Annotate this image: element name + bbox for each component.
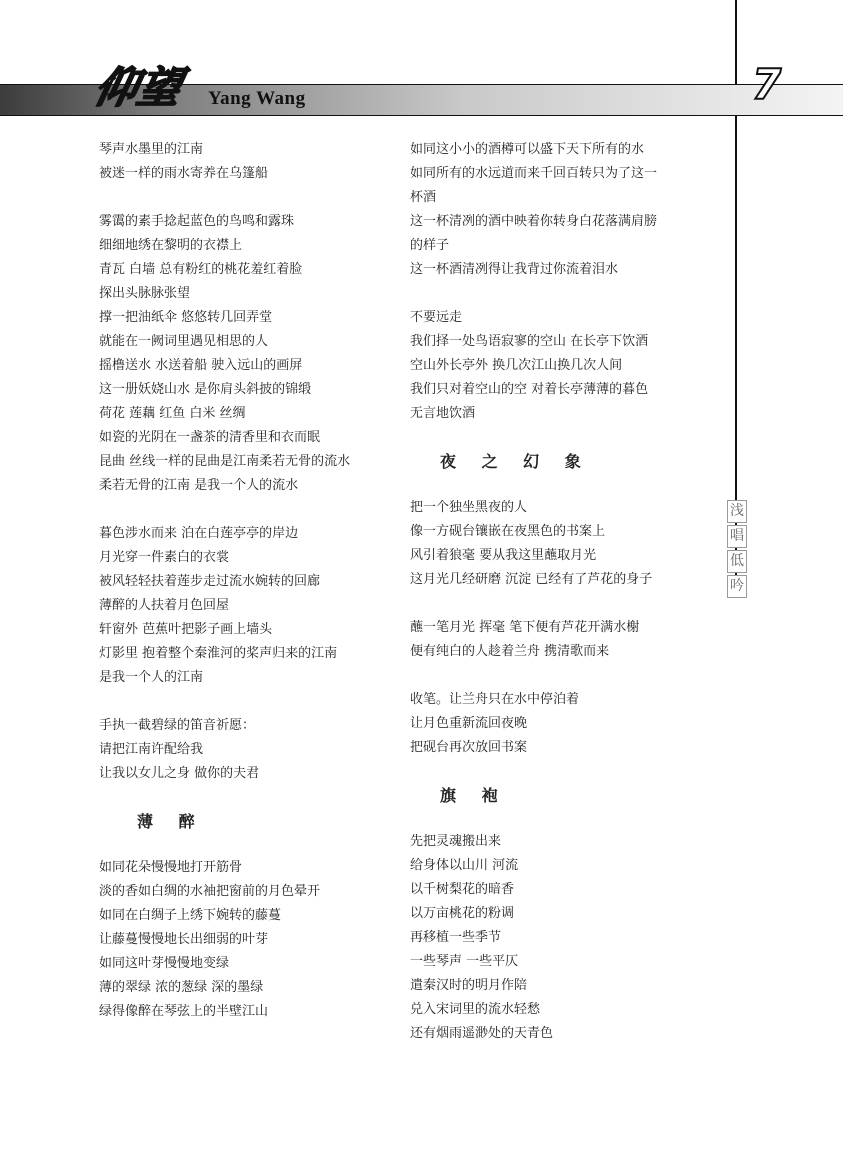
poem-line: 不要远走 xyxy=(410,310,463,325)
poem-line: 蘸一笔月光 挥毫 笔下便有芦花开满水榭 xyxy=(410,620,640,635)
poem-line: 我们只对着空山的空 对着长亭薄薄的暮色 xyxy=(410,382,649,397)
poem-line: 把砚台再次放回书案 xyxy=(410,740,528,755)
poem-line: 暮色涉水而来 泊在白莲亭亭的岸边 xyxy=(99,526,299,541)
poem-line: 如同花朵慢慢地打开筋骨 xyxy=(99,860,243,875)
poem-line: 这月光几经研磨 沉淀 已经有了芦花的身子 xyxy=(410,572,653,587)
poem-title: 旗 袍 xyxy=(440,786,508,805)
stanza xyxy=(99,522,399,690)
poem-line: 如同这叶芽慢慢地变绿 xyxy=(99,956,230,971)
poem-line: 就能在一阙词里遇见相思的人 xyxy=(99,334,269,349)
poem-line: 被风轻轻扶着莲步走过流水婉转的回廊 xyxy=(99,574,321,589)
right-column xyxy=(410,138,730,1070)
poem-line: 这一杯酒清冽得让我背过你流着泪水 xyxy=(410,262,619,277)
poem-line: 轩窗外 芭蕉叶把影子画上墙头 xyxy=(99,622,273,637)
poem-line: 薄的翠绿 浓的葱绿 深的墨绿 xyxy=(99,980,264,995)
poem-line: 我们择一处鸟语寂寥的空山 在长亭下饮酒 xyxy=(410,334,649,349)
poem-line: 雾霭的素手捻起蓝色的鸟鸣和露珠 xyxy=(99,214,295,229)
stanza xyxy=(410,306,730,426)
poem-line: 灯影里 抱着整个秦淮河的桨声归来的江南 xyxy=(99,646,338,661)
page-number: 7 xyxy=(752,60,782,109)
poem-line: 被迷一样的雨水寄养在乌篷船 xyxy=(99,166,269,181)
poem-line: 空山外长亭外 换几次江山换几次人间 xyxy=(410,358,623,373)
poem-line: 无言地饮酒 xyxy=(410,406,476,421)
poem-title: 夜 之 幻 象 xyxy=(440,452,591,471)
stanza xyxy=(410,688,730,760)
poem-line: 如同这小小的酒樽可以盛下天下所有的水 xyxy=(410,142,645,157)
poem-line: 是我一个人的江南 xyxy=(99,670,204,685)
stanza xyxy=(99,856,399,1024)
poem-line: 再移植一些季节 xyxy=(410,930,502,945)
poem-line: 兑入宋词里的流水轻愁 xyxy=(410,1002,541,1017)
stanza xyxy=(99,138,399,186)
poem-line: 把一个独坐黑夜的人 xyxy=(410,500,528,515)
stanza xyxy=(99,714,399,786)
poem xyxy=(410,138,730,426)
poem-line: 细细地绣在黎明的衣襟上 xyxy=(99,238,243,253)
poem-line: 这一册妖娆山水 是你肩头斜披的锦缎 xyxy=(99,382,312,397)
stanza xyxy=(410,830,730,1046)
poem-line: 撑一把油纸伞 悠悠转几回弄堂 xyxy=(99,310,273,325)
poem-line: 这一杯清冽的酒中映着你转身白花落满肩膀 xyxy=(410,214,658,229)
poem-line: 昆曲 丝线一样的昆曲是江南柔若无骨的流水 xyxy=(99,454,351,469)
poem-line: 以万亩桃花的粉调 xyxy=(410,906,515,921)
poem-line: 如瓷的光阴在一盏茶的清香里和衣而眠 xyxy=(99,430,321,445)
poem-line: 风引着狼毫 要从我这里蘸取月光 xyxy=(410,548,597,563)
stanza xyxy=(410,616,730,664)
poem xyxy=(410,784,730,1046)
poem xyxy=(99,810,399,1024)
stanza xyxy=(410,138,730,282)
poem-line: 给身体以山川 河流 xyxy=(410,858,519,873)
poem xyxy=(99,138,399,786)
poem xyxy=(410,450,730,760)
poem-line: 让月色重新流回夜晚 xyxy=(410,716,528,731)
poem-line: 让藤蔓慢慢地长出细弱的叶芽 xyxy=(99,932,269,947)
column-logo: 仰望 xyxy=(90,63,187,112)
poem-line: 杯酒 xyxy=(410,190,437,205)
poem-line: 如同所有的水远道而来千回百转只为了这一 xyxy=(410,166,658,181)
side-tab-char: 唱 xyxy=(727,525,747,548)
poem-line: 让我以女儿之身 做你的夫君 xyxy=(99,766,260,781)
poem-line: 琴声水墨里的江南 xyxy=(99,142,204,157)
poem-line: 以千树梨花的暗香 xyxy=(410,882,515,897)
side-tab-char: 浅 xyxy=(727,500,747,523)
poem-line: 一些琴声 一些平仄 xyxy=(410,954,519,969)
poem-title: 薄 醉 xyxy=(137,812,205,831)
poem-line: 荷花 莲藕 红鱼 白米 丝绸 xyxy=(99,406,246,421)
stanza xyxy=(410,496,730,592)
poem-line: 遣秦汉时的明月作陪 xyxy=(410,978,528,993)
side-tab-char: 低 xyxy=(727,550,747,573)
column-title-latin: Yang Wang xyxy=(208,88,306,109)
stanza xyxy=(99,210,399,498)
poem-line: 绿得像醉在琴弦上的半壁江山 xyxy=(99,1004,269,1019)
poem-line: 的样子 xyxy=(410,238,450,253)
left-column xyxy=(99,138,399,1048)
poem-line: 薄醉的人扶着月色回屋 xyxy=(99,598,230,613)
poem-line: 收笔。让兰舟只在水中停泊着 xyxy=(410,692,580,707)
poem-line: 先把灵魂搬出来 xyxy=(410,834,502,849)
poem-line: 探出头脉脉张望 xyxy=(99,286,191,301)
poem-line: 手执一截碧绿的笛音祈愿： xyxy=(99,718,256,733)
poem-line: 如同在白绸子上绣下婉转的藤蔓 xyxy=(99,908,282,923)
poem-line: 像一方砚台镶嵌在夜黑色的书案上 xyxy=(410,524,606,539)
poem-line: 青瓦 白墙 总有粉红的桃花羞红着脸 xyxy=(99,262,303,277)
poem-line: 便有纯白的人趁着兰舟 携清歌而来 xyxy=(410,644,610,659)
poem-line: 请把江南许配给我 xyxy=(99,742,204,757)
poem-line: 摇橹送水 水送着船 驶入远山的画屏 xyxy=(99,358,303,373)
side-tab xyxy=(727,500,747,600)
side-tab-char: 吟 xyxy=(727,575,747,598)
poem-line: 月光穿一件素白的衣裳 xyxy=(99,550,230,565)
poem-line: 柔若无骨的江南 是我一个人的流水 xyxy=(99,478,299,493)
poem-line: 淡的香如白绸的水袖把窗前的月色晕开 xyxy=(99,884,321,899)
poem-line: 还有烟雨遥渺处的天青色 xyxy=(410,1026,554,1041)
